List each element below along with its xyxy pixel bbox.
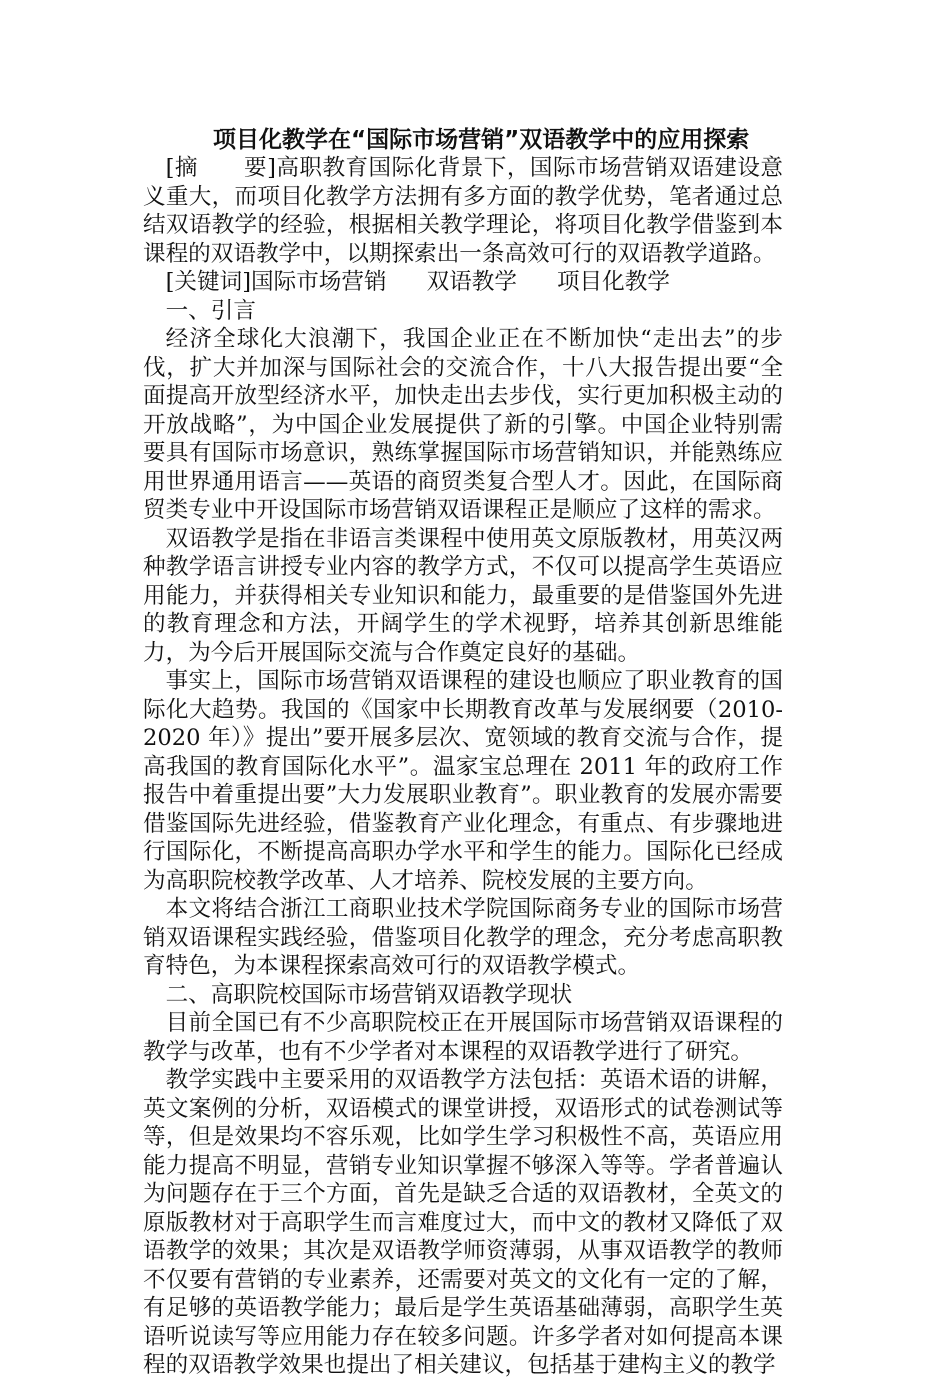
- abstract-paragraph: [摘 要]高职教育国际化背景下，国际市场营销双语建设意义重大，而项目化教学方法拥有多方面的教学优势，笔者通过总结双语教学的经验，根据相关教学理论，将项目化教学借鉴到本课程的双语教学中，以期探索出一条高效可行的双语教学道路。: [143, 155, 783, 267]
- keywords-line: [143, 268, 783, 297]
- document-body: [143, 126, 783, 1380]
- keyword-item: 国际市场营销: [251, 269, 387, 295]
- document-title: 项目化教学在“国际市场营销”双语教学中的应用探索: [213, 127, 750, 153]
- body-paragraph: 事实上，国际市场营销双语课程的建设也顺应了职业教育的国际化大趋势。我国的《国家中长期教育改革与发展纲要（2010-2020 年）》提出”要开展多层次、宽领域的教育交流与合作，提高我国的教育国际化水平”。温家宝总理在 2011 年的政府工作报告中着重提出要”大力发展职业教育”。职业教育的发展亦需要借鉴国际先进经验，借鉴教育产业化理念，有重点、有步骤地进行国际化，不断提高高职办学水平和学生的能力。国际化已经成为高职院校教学改革、人才培养、院校发展的主要方向。: [143, 668, 783, 894]
- body-paragraph: 经济全球化大浪潮下，我国企业正在不断加快“走出去”的步伐，扩大并加深与国际社会的交流合作，十八大报告提出要“全面提高开放型经济水平，加快走出去步伐，实行更加积极主动的开放战略”，为中国企业发展提供了新的引擎。中国企业特别需要具有国际市场意识，熟练掌握国际市场营销知识，并能熟练应用世界通用语言——英语的商贸类复合型人才。因此，在国际商贸类专业中开设国际市场营销双语课程正是顺应了这样的需求。: [143, 326, 783, 523]
- keywords-label: [关键词]: [165, 269, 252, 295]
- body-paragraph: 教学实践中主要采用的双语教学方法包括：英语术语的讲解，英文案例的分析，双语模式的课堂讲授，双语形式的试卷测试等等，但是效果均不容乐观，比如学生学习积极性不高，英语应用能力提高不明显，营销专业知识掌握不够深入等等。学者普遍认为问题存在于三个方面，首先是缺乏合适的双语教材，全英文的原版教材对于高职学生而言难度过大，而中文的教材又降低了双语教学的效果；其次是双语教学师资薄弱，从事双语教学的教师不仅要有营销的专业素养，还需要对英文的文化有一定的了解，有足够的英语教学能力；最后是学生英语基础薄弱，高职学生英语听说读写等应用能力存在较多问题。许多学者对如何提高本课程的双语教学效果也提出了相关建议，包括基于建构主义的教学: [143, 1067, 783, 1378]
- section-heading: 二、高职院校国际市场营销双语教学现状: [165, 981, 573, 1008]
- body-paragraph: 目前全国已有不少高职院校正在开展国际市场营销双语课程的教学与改革，也有不少学者对本课程的双语教学进行了研究。: [143, 1010, 783, 1065]
- keyword-item: 项目化教学: [556, 269, 670, 295]
- body-paragraph: 双语教学是指在非语言类课程中使用英文原版教材，用英汉两种教学语言讲授专业内容的教学方式，不仅可以提高学生英语应用能力，并获得相关专业知识和能力，最重要的是借鉴国外先进的教育理念和方法，开阔学生的学术视野，培养其创新思维能力，为今后开展国际交流与合作奠定良好的基础。: [143, 525, 783, 666]
- keyword-item: 双语教学: [426, 269, 517, 295]
- body-paragraph: 本文将结合浙江工商职业技术学院国际商务专业的国际市场营销双语课程实践经验，借鉴项目化教学的理念，充分考虑高职教育特色，为本课程探索高效可行的双语教学模式。: [143, 896, 783, 979]
- section-heading: 一、引言: [165, 297, 256, 324]
